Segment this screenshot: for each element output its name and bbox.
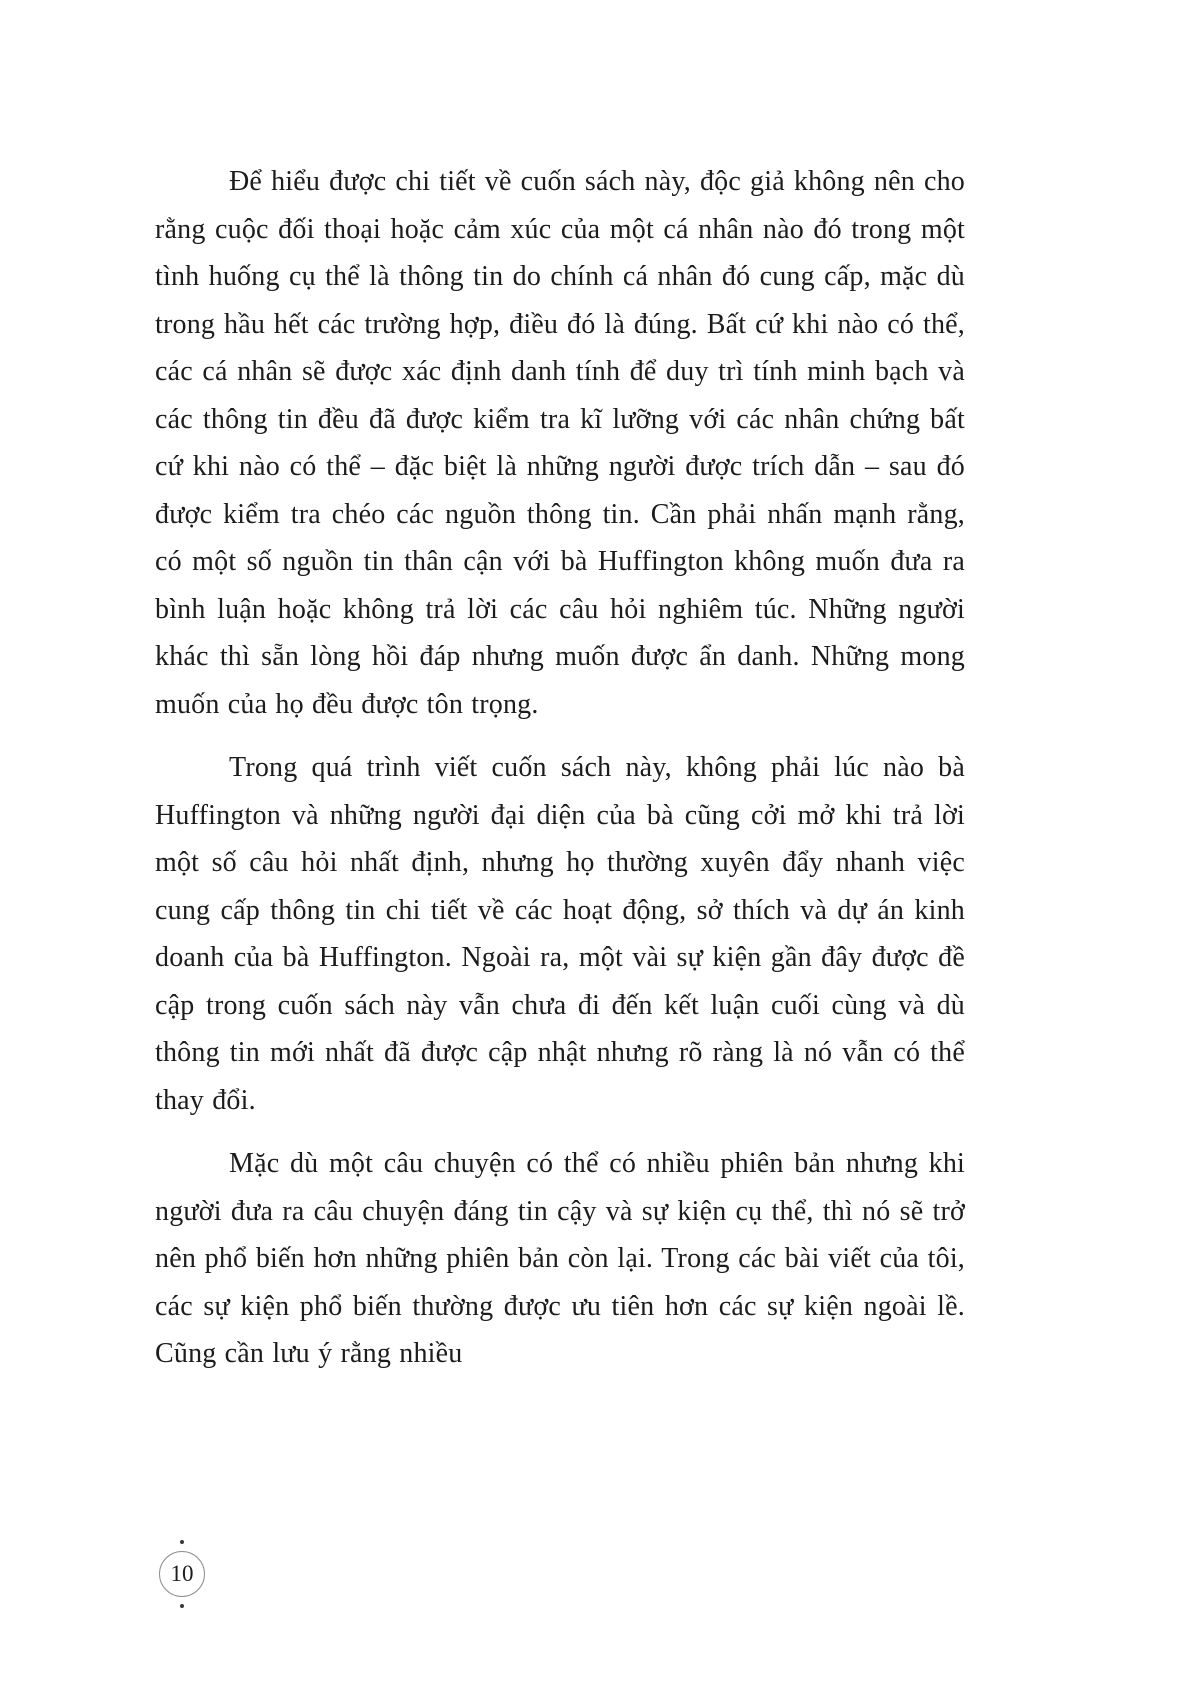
ornament-dot-top-icon (180, 1540, 184, 1544)
ornament-dot-bottom-icon (180, 1604, 184, 1608)
paragraph-1: Để hiểu được chi tiết về cuốn sách này, độc giả không nên cho rằng cuộc đối thoại hoặc cảm xúc của một cá nhân nào đó trong một tình huống cụ thể là thông tin do chính cá nhân đó cung cấp, mặc dù trong hầu hết các trường hợp, điều đó là đúng. Bất cứ khi nào có thể, các cá nhân sẽ được xác định danh tính để duy trì tính minh bạch và các thông tin đều đã được kiểm tra kĩ lưỡng với các nhân chứng bất cứ khi nào có thể – đặc biệt là những người được trích dẫn – sau đó được kiểm tra chéo các nguồn thông tin. Cần phải nhấn mạnh rằng, có một số nguồn tin thân cận với bà Huffington không muốn đưa ra bình luận hoặc không trả lời các câu hỏi nghiêm túc. Những người khác thì sẵn lòng hồi đáp nhưng muốn được ẩn danh. Những mong muốn của họ đều được tôn trọng. (155, 166, 965, 720)
paragraph-2: Trong quá trình viết cuốn sách này, không phải lúc nào bà Huffington và những người đại diện của bà cũng cởi mở khi trả lời một số câu hỏi nhất định, nhưng họ thường xuyên đẩy nhanh việc cung cấp thông tin chi tiết về các hoạt động, sở thích và dự án kinh doanh của bà Huffington. Ngoài ra, một vài sự kiện gần đây được đề cập trong cuốn sách này vẫn chưa đi đến kết luận cuối cùng và dù thông tin mới nhất đã được cập nhật nhưng rõ ràng là nó vẫn có thể thay đổi. (155, 752, 965, 1116)
page-number-circle (159, 1551, 205, 1597)
page-body (155, 158, 965, 1378)
page-number: 10 (170, 1561, 194, 1586)
paragraph-3: Mặc dù một câu chuyện có thể có nhiều phiên bản nhưng khi người đưa ra câu chuyện đáng tin cậy và sự kiện cụ thể, thì nó sẽ trở nên phổ biến hơn những phiên bản còn lại. Trong các bài viết của tôi, các sự kiện phổ biến thường được ưu tiên hơn các sự kiện ngoài lề. Cũng cần lưu ý rằng nhiều (155, 1148, 965, 1369)
page-number-ornament (158, 1540, 206, 1608)
